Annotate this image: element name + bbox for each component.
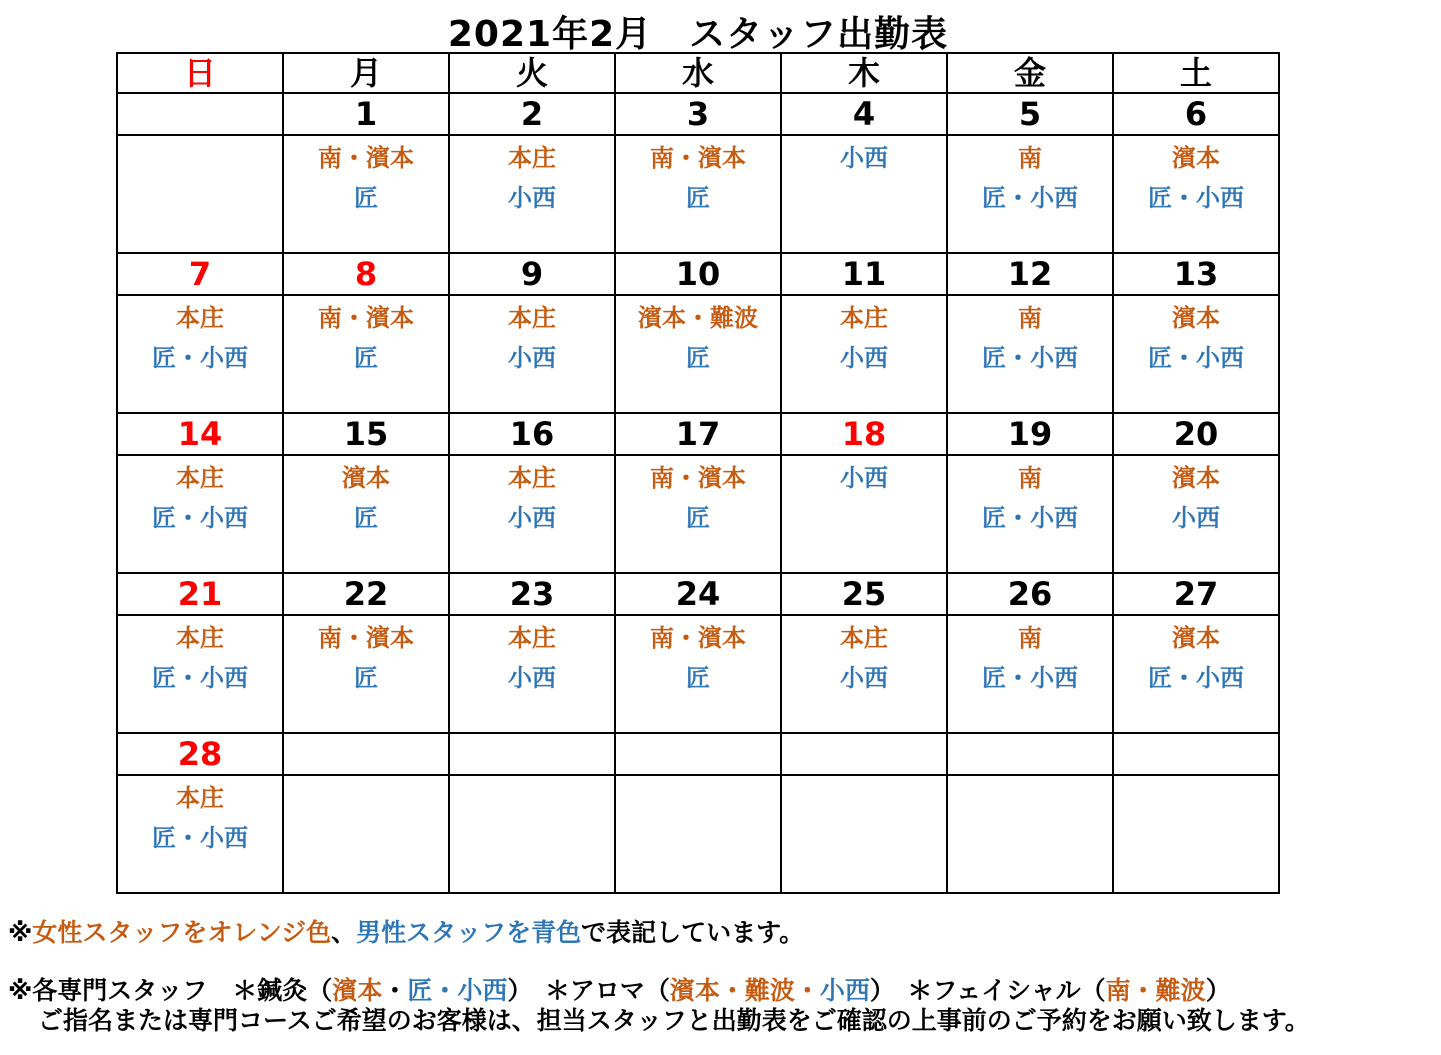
staff-row (117, 775, 1279, 893)
date-cell (283, 733, 449, 775)
attendance-calendar (116, 52, 1280, 894)
male-staff: 小西 (840, 664, 888, 692)
male-staff: 匠・小西 (982, 504, 1078, 532)
date-cell: 19 (947, 413, 1113, 455)
staff-cell (615, 615, 781, 733)
date-cell: 21 (117, 573, 283, 615)
staff-cell (449, 615, 615, 733)
male-staff (782, 826, 946, 850)
staff-cell (117, 455, 283, 573)
staff-cell (283, 775, 449, 893)
male-staff: 小西 (840, 344, 888, 372)
date-cell (947, 733, 1113, 775)
weekday-header: 日 (117, 53, 283, 93)
weekday-header: 月 (283, 53, 449, 93)
date-cell (615, 733, 781, 775)
date-cell: 17 (615, 413, 781, 455)
date-cell: 22 (283, 573, 449, 615)
legend-notes (8, 918, 1310, 1036)
date-cell: 11 (781, 253, 947, 295)
female-staff: 南 (1018, 144, 1042, 172)
female-legend: 女性スタッフをオレンジ色 (32, 918, 332, 947)
male-staff (284, 826, 448, 850)
male-staff: 匠・小西 (152, 664, 248, 692)
staff-row (117, 615, 1279, 733)
date-cell: 7 (117, 253, 283, 295)
date-cell (781, 733, 947, 775)
male-staff (118, 186, 282, 210)
female-staff: 本庄 (176, 784, 224, 812)
date-cell (117, 93, 283, 135)
male-staff: 匠 (686, 664, 710, 692)
weekday-header-row (117, 53, 1279, 93)
date-cell: 10 (615, 253, 781, 295)
female-staff: 本庄 (176, 304, 224, 332)
male-staff: 匠・小西 (1148, 664, 1244, 692)
date-cell: 6 (1113, 93, 1279, 135)
staff-cell (283, 455, 449, 573)
male-staff: 小西 (840, 464, 888, 492)
reservation-note: ご指名または専門コースご希望のお客様は、担当スタッフと出勤表をご確認の上事前のご予約をお願い致します。 (38, 1006, 1310, 1035)
staff-cell (781, 775, 947, 893)
color-legend-note: ※女性スタッフをオレンジ色、男性スタッフを青色で表記しています。 (8, 918, 805, 947)
female-staff: 本庄 (508, 624, 556, 652)
female-staff: 濱本・難波 (638, 304, 758, 332)
date-cell (1113, 733, 1279, 775)
female-staff: 濱本 (1172, 304, 1220, 332)
staff-cell (1113, 615, 1279, 733)
male-staff: 匠・小西 (1148, 184, 1244, 212)
date-cell: 25 (781, 573, 947, 615)
female-staff (284, 786, 448, 810)
staff-cell (615, 135, 781, 253)
male-staff: 匠・小西 (152, 824, 248, 852)
date-cell: 16 (449, 413, 615, 455)
female-staff (948, 786, 1112, 810)
date-cell: 8 (283, 253, 449, 295)
staff-row (117, 455, 1279, 573)
staff-cell (449, 775, 615, 893)
female-staff: 南 (1018, 304, 1042, 332)
female-staff: 本庄 (840, 624, 888, 652)
staff-cell (947, 455, 1113, 573)
female-staff (1114, 786, 1278, 810)
male-staff: 匠 (354, 184, 378, 212)
male-staff: 小西 (508, 184, 556, 212)
staff-cell (781, 295, 947, 413)
staff-cell (781, 135, 947, 253)
weekday-header: 火 (449, 53, 615, 93)
date-cell: 1 (283, 93, 449, 135)
weekday-header: 木 (781, 53, 947, 93)
staff-cell (449, 455, 615, 573)
male-legend: 男性スタッフを青色 (356, 918, 582, 947)
specialist-note: ※各専門スタッフ ＊鍼灸（濱本・匠・小西） ＊アロマ（濱本・難波・小西） ＊フェイシャル（南・難波） (8, 976, 1231, 1005)
staff-cell (615, 775, 781, 893)
date-row (117, 413, 1279, 455)
female-staff (118, 146, 282, 170)
staff-cell (117, 135, 283, 253)
date-cell: 15 (283, 413, 449, 455)
female-staff: 濱本 (1172, 464, 1220, 492)
female-staff: 南・濱本 (318, 144, 414, 172)
male-staff: 匠・小西 (152, 504, 248, 532)
staff-cell (781, 615, 947, 733)
date-cell: 27 (1113, 573, 1279, 615)
weekday-header: 金 (947, 53, 1113, 93)
female-staff: 南 (1018, 464, 1042, 492)
female-staff: 濱本 (342, 464, 390, 492)
male-staff: 小西 (508, 664, 556, 692)
staff-cell (781, 455, 947, 573)
female-staff: 南・濱本 (650, 624, 746, 652)
female-staff (782, 786, 946, 810)
date-cell: 18 (781, 413, 947, 455)
female-staff: 本庄 (508, 304, 556, 332)
female-staff: 本庄 (176, 464, 224, 492)
male-staff: 匠 (354, 344, 378, 372)
male-staff: 匠 (686, 344, 710, 372)
date-row (117, 253, 1279, 295)
male-staff: 匠・小西 (982, 184, 1078, 212)
staff-cell (117, 295, 283, 413)
date-cell: 23 (449, 573, 615, 615)
staff-cell (449, 295, 615, 413)
page-title: 2021年2月 スタッフ出勤表 (447, 14, 949, 55)
date-cell: 12 (947, 253, 1113, 295)
male-staff (616, 826, 780, 850)
weekday-header: 水 (615, 53, 781, 93)
date-cell: 24 (615, 573, 781, 615)
staff-cell (283, 295, 449, 413)
staff-cell (615, 455, 781, 573)
date-cell: 2 (449, 93, 615, 135)
date-row (117, 733, 1279, 775)
date-row (117, 93, 1279, 135)
female-staff (450, 786, 614, 810)
male-staff (1114, 826, 1278, 850)
date-cell: 20 (1113, 413, 1279, 455)
male-staff: 匠・小西 (982, 344, 1078, 372)
male-staff: 匠 (686, 184, 710, 212)
staff-row (117, 295, 1279, 413)
date-cell: 14 (117, 413, 283, 455)
staff-cell (947, 615, 1113, 733)
female-staff: 本庄 (840, 304, 888, 332)
staff-cell (947, 775, 1113, 893)
female-staff: 南 (1018, 624, 1042, 652)
male-staff: 匠 (354, 504, 378, 532)
male-staff: 小西 (1172, 504, 1220, 532)
staff-row (117, 135, 1279, 253)
date-cell: 26 (947, 573, 1113, 615)
male-staff: 小西 (508, 504, 556, 532)
female-staff: 南・濱本 (650, 464, 746, 492)
female-staff: 濱本 (1172, 144, 1220, 172)
male-staff (450, 826, 614, 850)
weekday-header: 土 (1113, 53, 1279, 93)
date-cell: 5 (947, 93, 1113, 135)
staff-cell (117, 615, 283, 733)
female-staff: 南・濱本 (650, 144, 746, 172)
staff-cell (1113, 775, 1279, 893)
female-staff (616, 786, 780, 810)
male-staff: 小西 (508, 344, 556, 372)
male-staff (948, 826, 1112, 850)
male-staff: 匠・小西 (982, 664, 1078, 692)
staff-cell (283, 135, 449, 253)
staff-cell (449, 135, 615, 253)
male-staff: 匠・小西 (1148, 344, 1244, 372)
male-staff: 匠 (686, 504, 710, 532)
date-cell: 9 (449, 253, 615, 295)
date-cell: 4 (781, 93, 947, 135)
staff-cell (947, 295, 1113, 413)
staff-cell (283, 615, 449, 733)
staff-cell (1113, 455, 1279, 573)
date-cell: 28 (117, 733, 283, 775)
male-staff: 小西 (840, 144, 888, 172)
female-staff: 南・濱本 (318, 304, 414, 332)
male-staff: 匠 (354, 664, 378, 692)
staff-cell (615, 295, 781, 413)
staff-cell (947, 135, 1113, 253)
staff-cell (1113, 295, 1279, 413)
staff-cell (117, 775, 283, 893)
date-cell: 13 (1113, 253, 1279, 295)
male-staff: 匠・小西 (152, 344, 248, 372)
staff-cell (1113, 135, 1279, 253)
female-staff: 本庄 (508, 144, 556, 172)
female-staff: 本庄 (508, 464, 556, 492)
female-staff: 南・濱本 (318, 624, 414, 652)
date-cell: 3 (615, 93, 781, 135)
female-staff: 本庄 (176, 624, 224, 652)
date-row (117, 573, 1279, 615)
date-cell (449, 733, 615, 775)
female-staff: 濱本 (1172, 624, 1220, 652)
